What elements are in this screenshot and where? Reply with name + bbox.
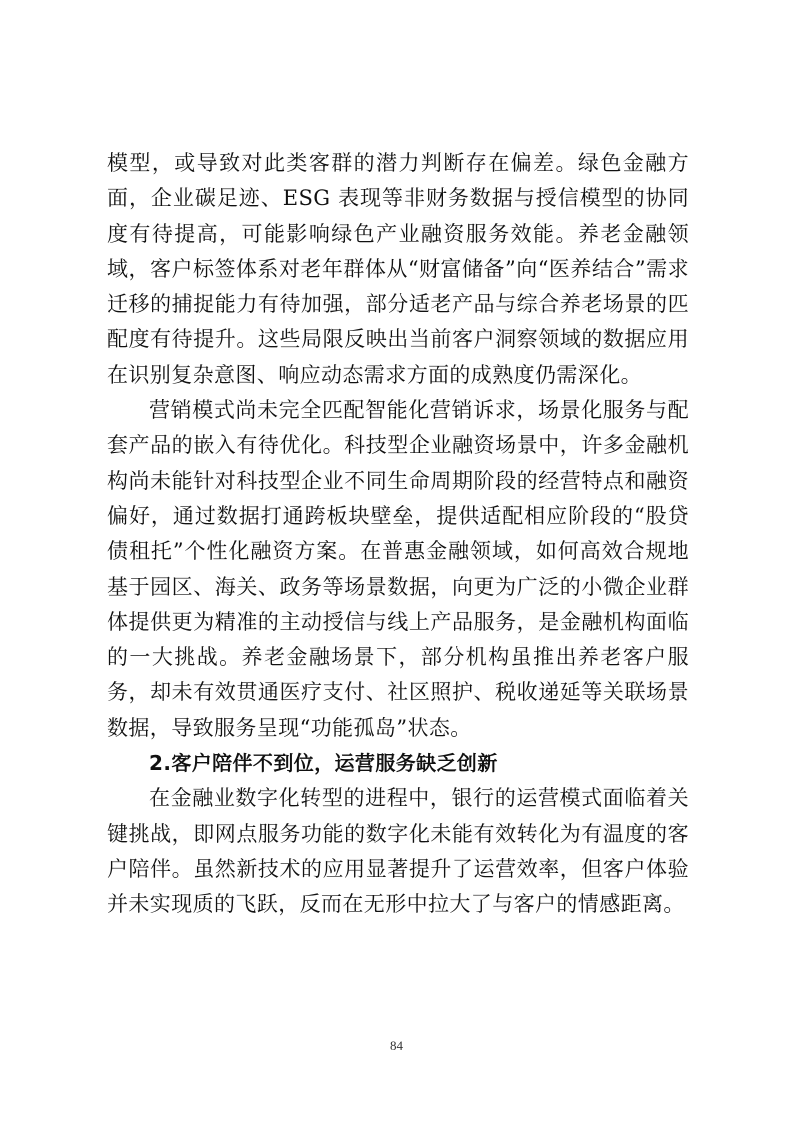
page-number: 84: [390, 1038, 403, 1053]
body-text: [107, 146, 689, 923]
paragraph-marketing: 营销模式尚未完全匹配智能化营销诉求，场景化服务与配套产品的嵌入有待优化。科技型企业融资场景中，许多金融机构尚未能针对科技型企业不同生命周期阶段的经营特点和融资偏好，通过数据打通跨板块壁垒，提供适配相应阶段的“股贷债租托”个性化融资方案。在普惠金融领域，如何高效合规地基于园区、海关、政务等场景数据，向更为广泛的小微企业群体提供更为精准的主动授信与线上产品服务，是金融机构面临的一大挑战。养老金融场景下，部分机构虽推出养老客户服务，却未有效贯通医疗支付、社区照护、税收递延等关联场景数据，导致服务呈现“功能孤岛”状态。: [107, 398, 689, 740]
section-heading: 2.客户陪伴不到位，运营服务缺乏创新: [149, 751, 498, 776]
paragraph-operations: 在金融业数字化转型的进程中，银行的运营模式面临着关键挑战，即网点服务功能的数字化未能有效转化为有温度的客户陪伴。虽然新技术的应用显著提升了运营效率，但客户体验并未实现质的飞跃，反而在无形中拉大了与客户的情感距离。: [107, 786, 689, 917]
paragraph-continuation: 模型，或导致对此类客群的潜力判断存在偏差。绿色金融方面，企业碳足迹、ESG 表现等非财务数据与授信模型的协同度有待提高，可能影响绿色产业融资服务效能。养老金融领域，客户标签体系对老年群体从“财富储备”向“医养结合”需求迁移的捕捉能力有待加强，部分适老产品与综合养老场景的匹配度有待提升。这些局限反映出当前客户洞察领域的数据应用在识别复杂意图、响应动态需求方面的成熟度仍需深化。: [107, 151, 689, 387]
